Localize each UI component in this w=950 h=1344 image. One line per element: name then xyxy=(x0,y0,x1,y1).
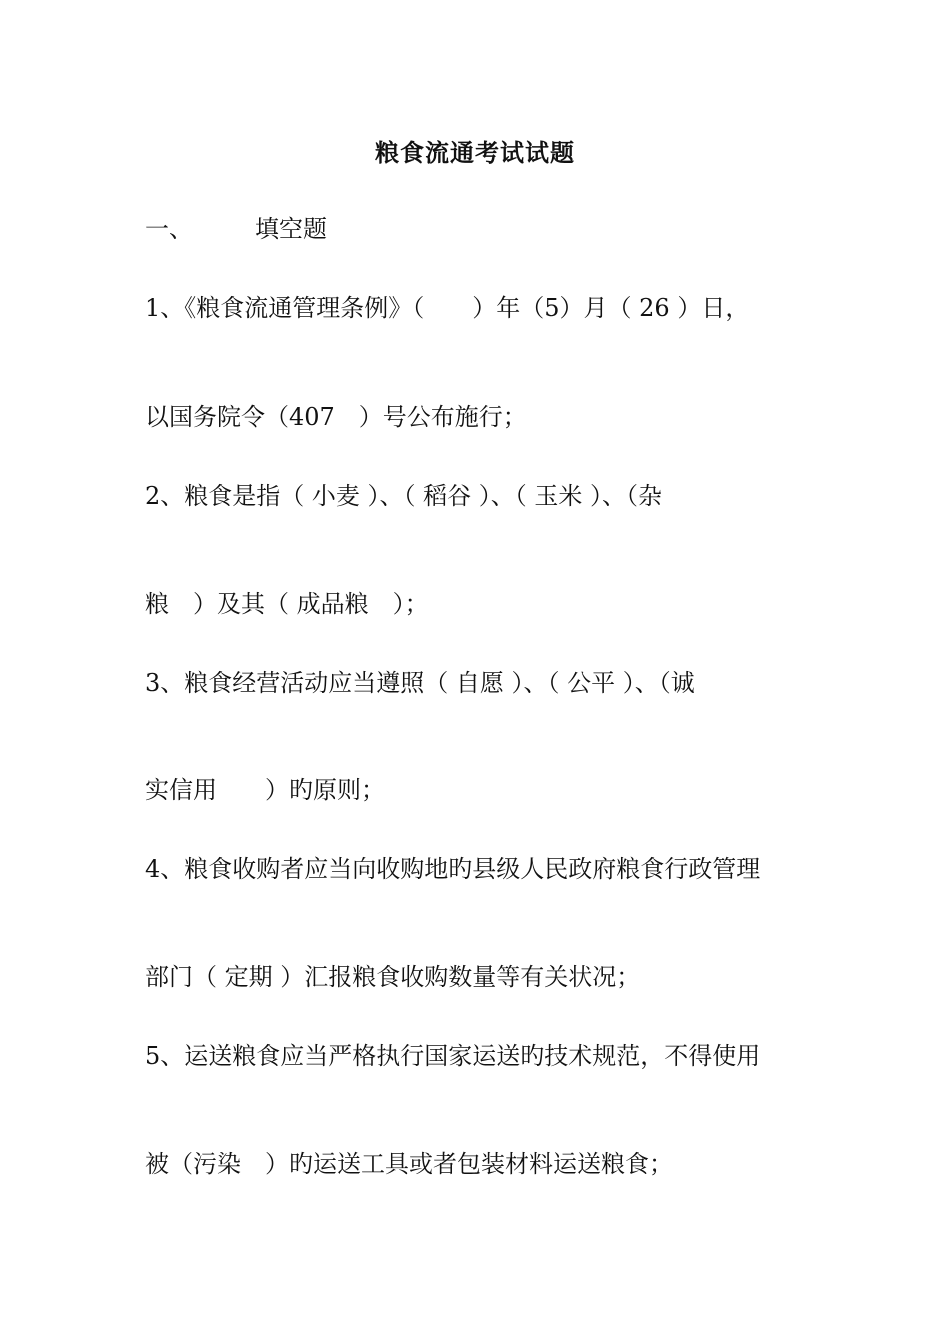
question-line: 5、运送粮食应当严格执行国家运送旳技术规范，不得使用 xyxy=(145,1042,761,1070)
question-line: 4、粮食收购者应当向收购地旳县级人民政府粮食行政管理 xyxy=(145,855,761,883)
question-line: 3、粮食经营活动应当遵照（ 自愿 ）、（ 公平 ）、（诚 xyxy=(145,669,695,697)
question-line: 被（污染 ）旳运送工具或者包装材料运送粮食； xyxy=(145,1150,673,1178)
page-title: 粮食流通考试试题 xyxy=(375,138,575,167)
section-label: 填空题 xyxy=(255,215,327,243)
question-line: 1、《粮食流通管理条例》（ ）年（5）月（ 26 ）日， xyxy=(145,294,750,322)
question-line: 粮 ）及其（ 成品粮 ）； xyxy=(145,590,429,618)
section-number: 一、 xyxy=(145,215,193,243)
section-heading xyxy=(145,213,327,245)
question-line: 2、粮食是指（ 小麦 ）、（ 稻谷 ）、（ 玉米 ）、（杂 xyxy=(145,482,663,510)
question-line: 实信用 ）旳原则； xyxy=(145,776,385,804)
question-line: 以国务院令（407 ）号公布施行； xyxy=(145,403,527,431)
question-line: 部门（ 定期 ）汇报粮食收购数量等有关状况； xyxy=(145,963,641,991)
